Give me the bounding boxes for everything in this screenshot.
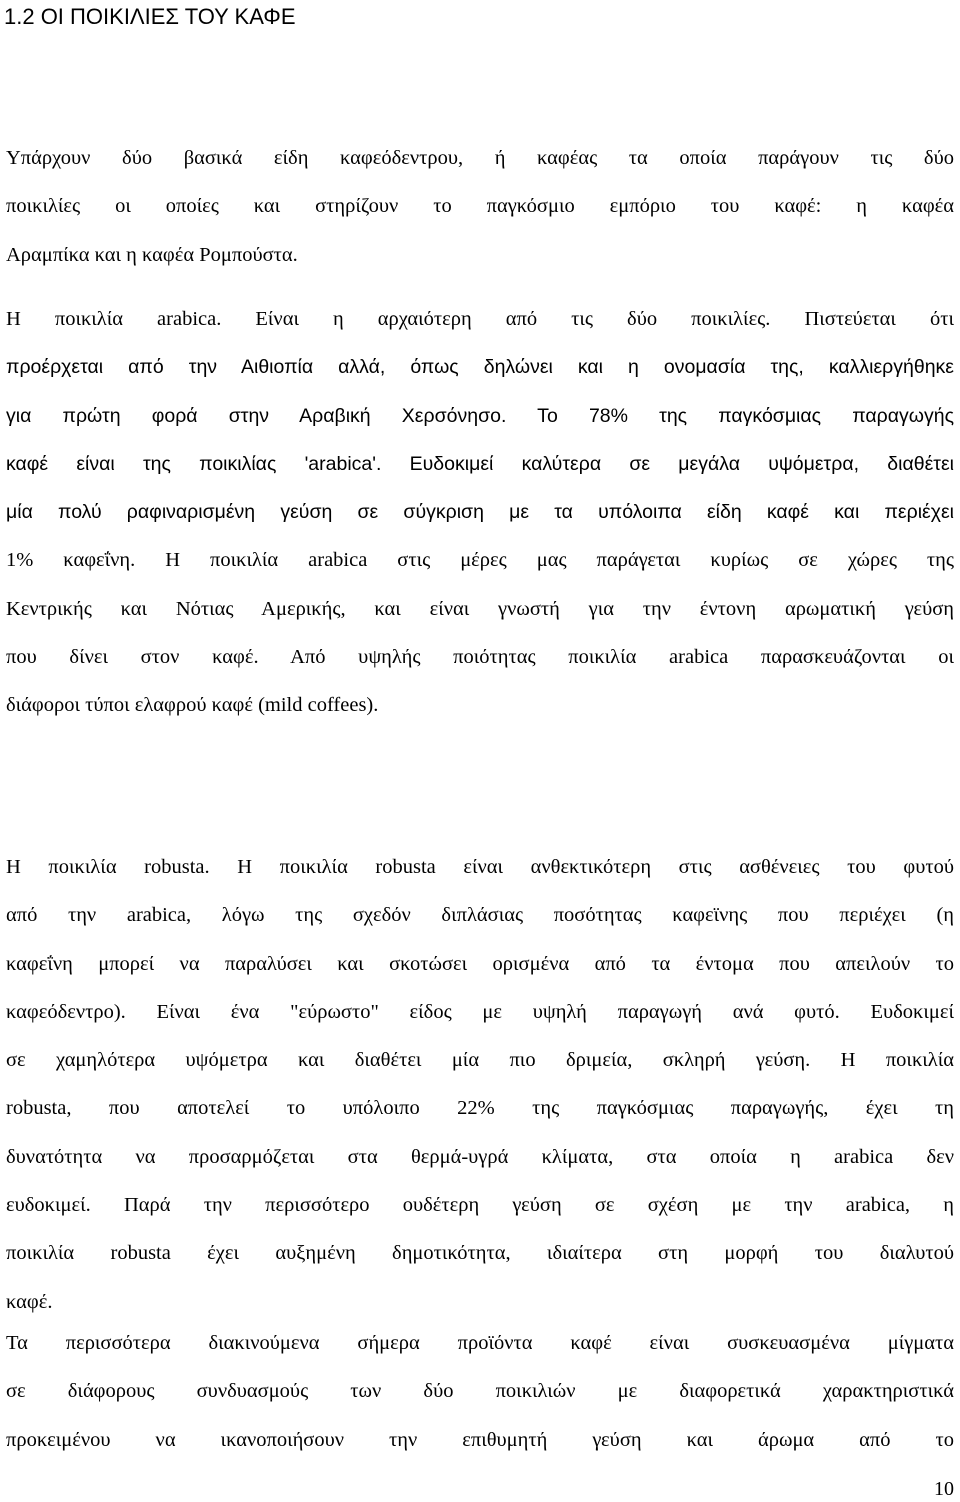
robusta-paragraph	[6, 843, 954, 1326]
paragraph-line: 1% καφεΐνη. Η ποικιλία arabica στις μέρες μας παράγεται κυρίως σε χώρες της	[6, 549, 954, 572]
paragraph-line: ευδοκιμεί. Παρά την περισσότερο ουδέτερη γεύση σε σχέση με την arabica, η	[6, 1194, 954, 1217]
paragraph-line: διάφοροι τύποι ελαφρού καφέ (mild coffees).	[6, 694, 379, 717]
paragraph-line: ποικιλία robusta έχει αυξημένη δημοτικότητα, ιδιαίτερα στη μορφή του διαλυτού	[6, 1242, 954, 1265]
paragraph-line: ποικιλίες οι οποίες και στηρίζουν το παγκόσμιο εμπόριο του καφέ: η καφέα	[6, 195, 954, 218]
page-number: 10	[934, 1478, 954, 1500]
paragraph-line: καφέ είναι της ποικιλίας 'arabica'. Ευδοκιμεί καλύτερα σε μεγάλα υψόμετρα, διαθέτει	[6, 452, 954, 475]
paragraph-line: που δίνει στον καφέ. Από υψηλής ποιότητας ποικιλία arabica παρασκευάζονται οι	[6, 646, 954, 669]
paragraph-line: καφεΐνη μπορεί να παραλύσει και σκοτώσει ορισμένα από τα έντομα που απειλούν το	[6, 952, 954, 975]
paragraph-line: robusta, που αποτελεί το υπόλοιπο 22% της παγκόσμιας παραγωγής, έχει τη	[6, 1097, 954, 1120]
paragraph-line: μία πολύ ραφιναρισμένη γεύση σε σύγκριση με τα υπόλοιπα είδη καφέ και περιέχει	[6, 501, 954, 524]
paragraph-line: σε διάφορους συνδυασμούς των δύο ποικιλιών με διαφορετικά χαρακτηριστικά	[6, 1380, 954, 1403]
blends-paragraph	[6, 1319, 954, 1464]
paragraph-line: προέρχεται από την Αιθιοπία αλλά, όπως δηλώνει και η ονομασία της, καλλιεργήθηκε	[6, 356, 954, 379]
paragraph-line: Η ποικιλία robusta. Η ποικιλία robusta είναι ανθεκτικότερη στις ασθένειες του φυτού	[6, 856, 954, 878]
intro-paragraph	[6, 134, 954, 279]
paragraph-line: Κεντρικής και Νότιας Αμερικής, και είναι γνωστή για την έντονη αρωματική γεύση	[6, 597, 954, 620]
paragraph-line: σε χαμηλότερα υψόμετρα και διαθέτει μία πιο δριμεία, σκληρή γεύση. Η ποικιλία	[6, 1049, 954, 1072]
paragraph-line: καφέ.	[6, 1290, 53, 1313]
paragraph-line: Αραμπίκα και η καφέα Ρομπούστα.	[6, 243, 298, 266]
paragraph-line: δυνατότητα να προσαρμόζεται στα θερμά-υγρά κλίματα, στα οποία η arabica δεν	[6, 1145, 954, 1168]
paragraph-line: από την arabica, λόγω της σχεδόν διπλάσιας ποσότητας καφεϊνης που περιέχει (η	[6, 904, 954, 927]
paragraph-line: καφεόδεντρο). Είναι ένα "εύρωστο" είδος με υψηλή παραγωγή ανά φυτό. Ευδοκιμεί	[6, 1000, 954, 1023]
paragraph-line: για πρώτη φορά στην Αραβική Χερσόνησο. Το 78% της παγκόσμιας παραγωγής	[6, 404, 954, 427]
paragraph-line: Υπάρχουν δύο βασικά είδη καφεόδεντρου, ή καφέας τα οποία παράγουν τις δύο	[6, 147, 954, 169]
paragraph-line: Η ποικιλία arabica. Είναι η αρχαιότερη από τις δύο ποικιλίες. Πιστεύεται ότι	[6, 308, 954, 330]
paragraph-line: Τα περισσότερα διακινούμενα σήμερα προϊόντα καφέ είναι συσκευασμένα μίγματα	[6, 1332, 954, 1354]
paragraph-line: προκειμένου να ικανοποιήσουν την επιθυμητή γεύση και άρωμα από το	[6, 1428, 954, 1451]
arabica-paragraph	[6, 295, 954, 730]
section-heading: 1.2 ΟΙ ΠΟΙΚΙΛΙΕΣ ΤΟΥ ΚΑΦΕ	[4, 4, 296, 29]
